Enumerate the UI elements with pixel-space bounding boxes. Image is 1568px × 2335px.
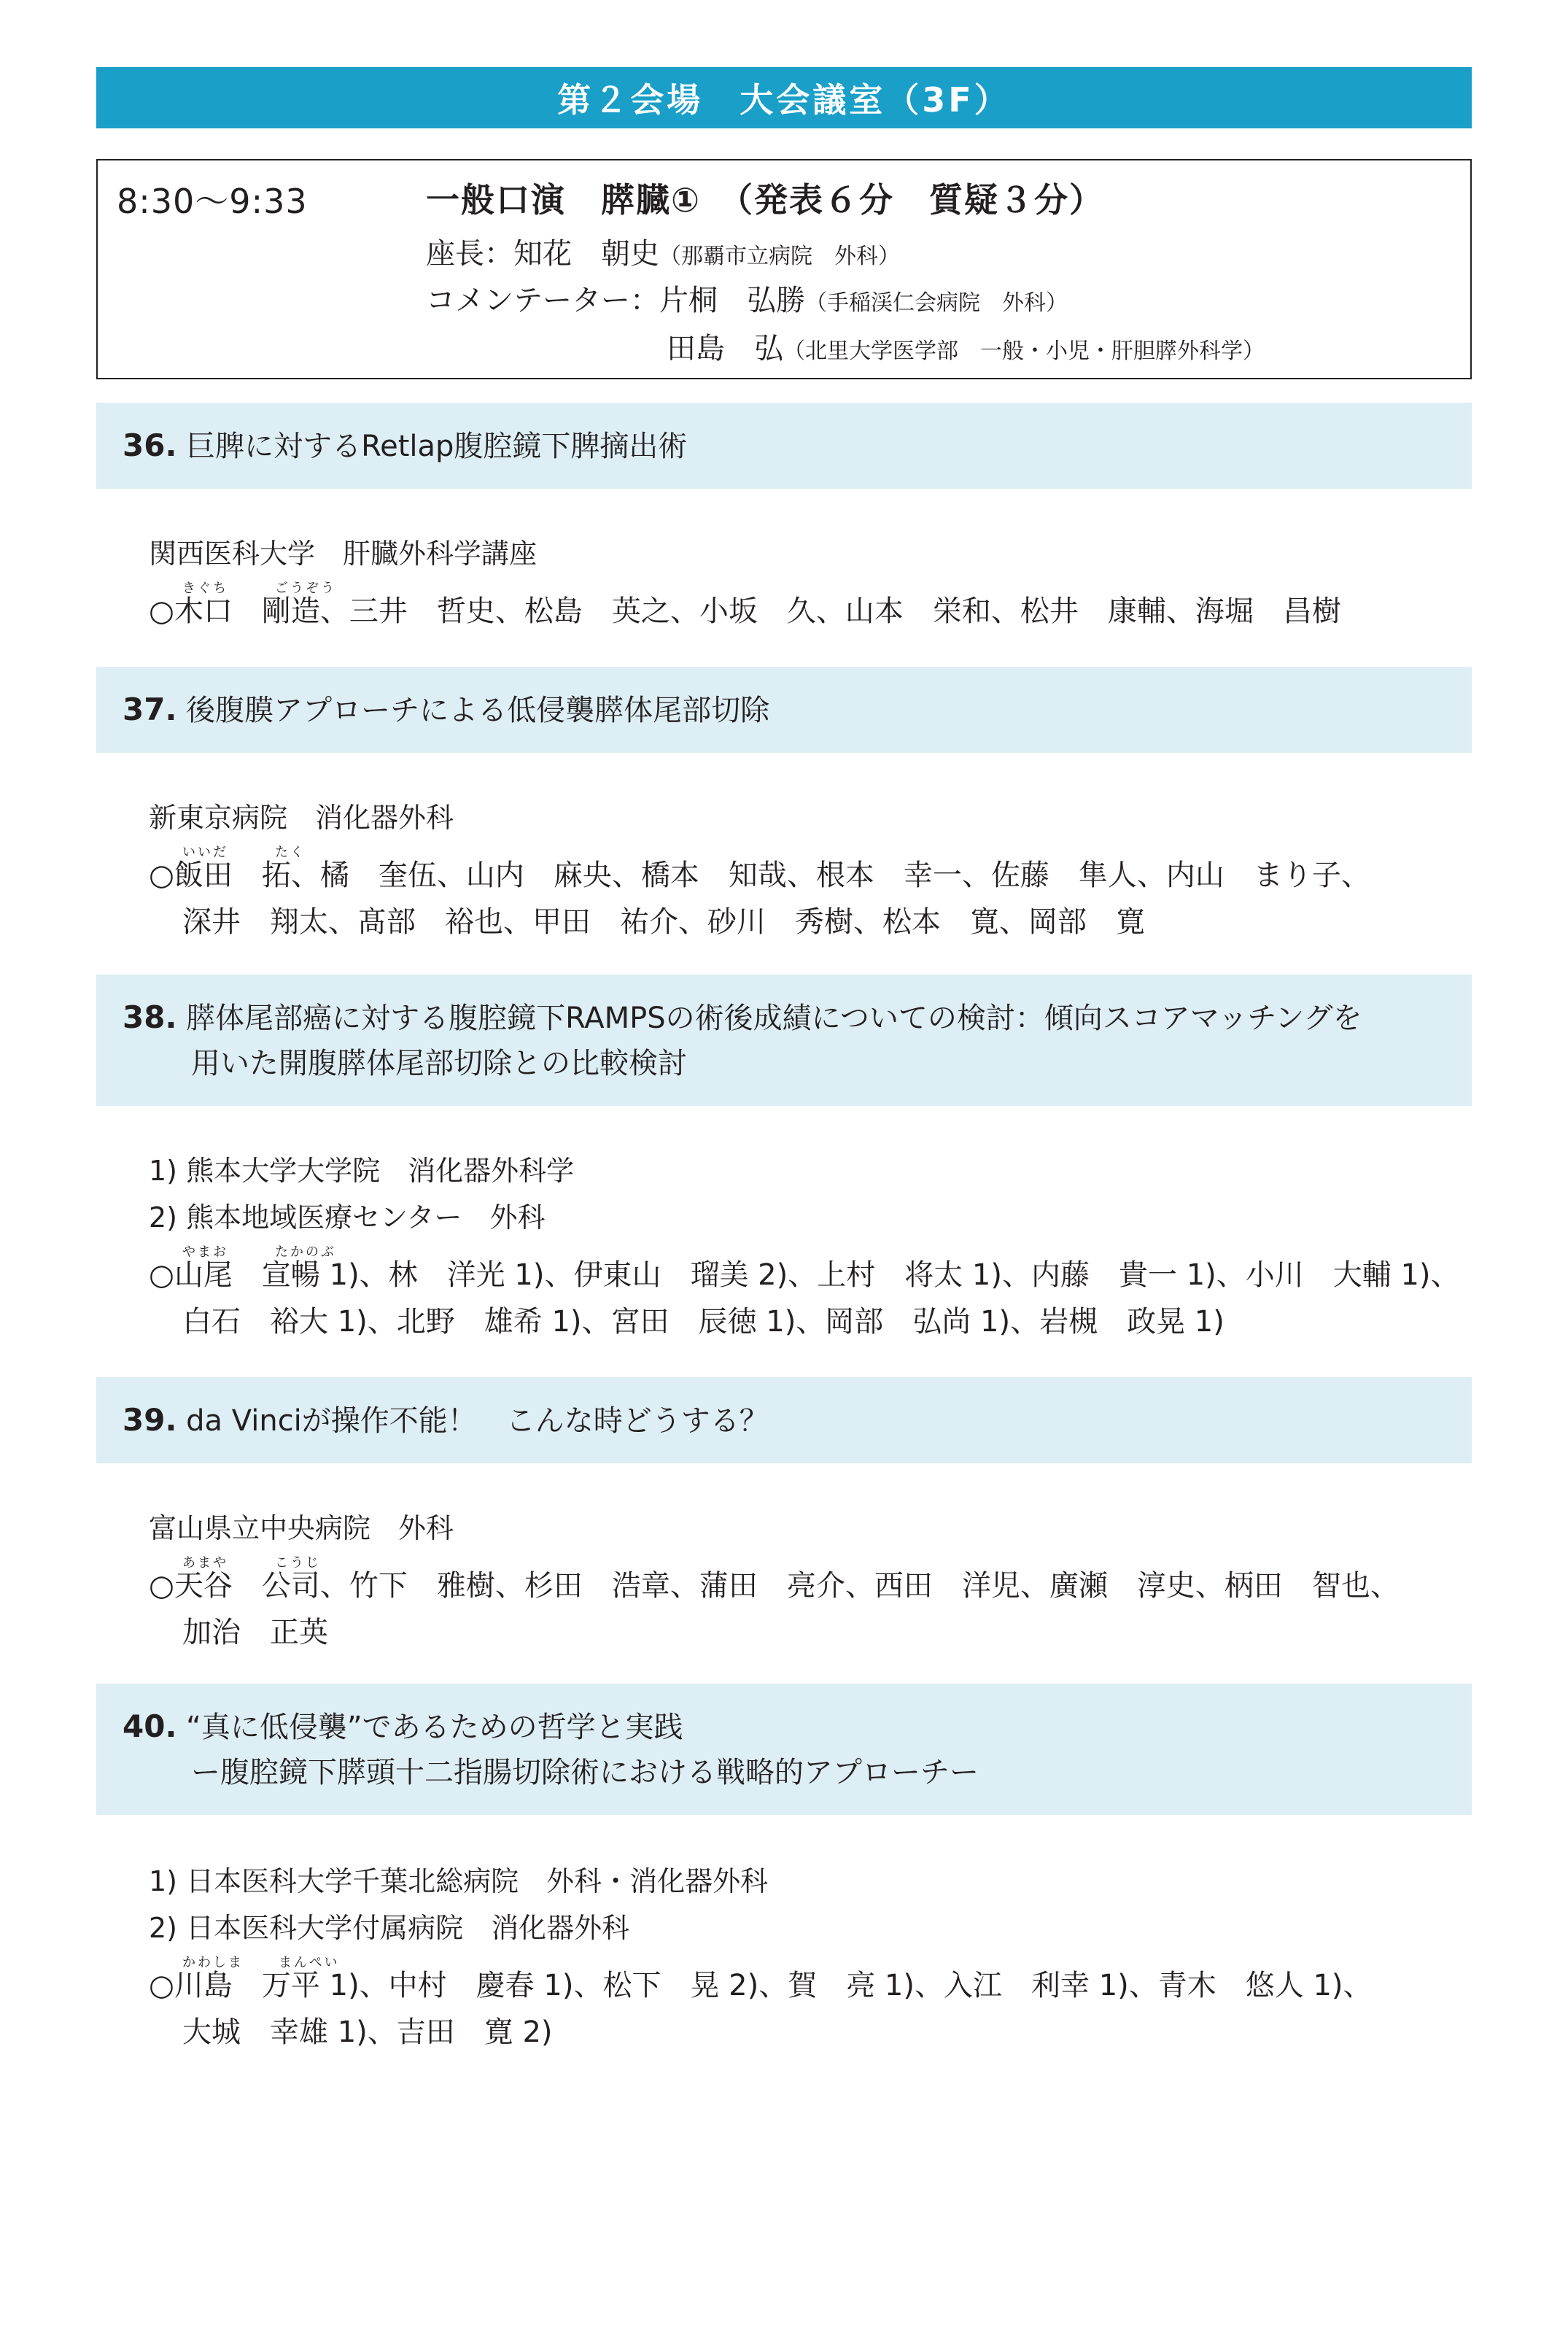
session-title: 一般口演 膵臓① （発表６分 質疑３分） — [426, 180, 1104, 220]
author-ruby: いいだ たく — [182, 845, 306, 860]
author-line: ○山尾 宣暢 1)、林 洋光 1)、伊東山 瑠美 2)、上村 将太 1)、内藤 貴一 1)、小川 大輔 1)、 — [149, 1258, 1460, 1292]
abstract-title-text: 後腹膜アプローチによる低侵襲膵体尾部切除 — [186, 694, 770, 727]
abstract-title-text: “真に低侵襲”であるための哲学と実践 — [186, 1711, 683, 1744]
author-list — [149, 1252, 1460, 1345]
session-time: 8:30〜9:33 — [117, 182, 308, 221]
abstract-number: 39. — [123, 1402, 177, 1438]
affiliation-line: 新東京病院 消化器外科 — [149, 802, 454, 834]
commentator2-name: 田島 弘 — [667, 332, 783, 365]
abstract-title-text: 用いた開腹膵体尾部切除との比較検討 — [191, 1047, 687, 1080]
commentator-line-1 — [426, 277, 1068, 319]
author-ruby: かわしま まんぺい — [182, 1955, 340, 1970]
author-line: 白石 裕大 1)、北野 雄希 1)、宮田 辰徳 1)、岡部 弘尚 1)、岩槻 政晃 1) — [182, 1305, 1224, 1339]
author-ruby: やまお たかのぶ — [182, 1244, 336, 1260]
abstract-title-text: ー腹腔鏡下膵頭十二指腸切除術における戦略的アプローチー — [191, 1756, 979, 1789]
abstract-number: 36. — [123, 427, 177, 463]
abstract-number: 38. — [123, 999, 177, 1035]
author-list — [149, 1962, 1373, 2056]
abstract-number: 37. — [123, 692, 177, 727]
author-line: ○川島 万平 1)、中村 慶春 1)、松下 晃 2)、賀 亮 1)、入江 利幸 1)、青木 悠人 1)、 — [149, 1969, 1373, 2002]
author-line: ○木口 剛造、三井 哲史、松島 英之、小坂 久、山本 栄和、松井 康輔、海堀 昌樹 — [149, 595, 1341, 628]
abstract-title-text: 膵体尾部癌に対する腹腔鏡下RAMPSの術後成績についての検討：傾向スコアマッチングを — [186, 1002, 1362, 1035]
author-line: 加治 正英 — [182, 1616, 328, 1649]
session-info-box — [96, 159, 1472, 379]
abstract-title-39 — [96, 1377, 1472, 1463]
chair-line — [426, 231, 900, 272]
affiliation-line: 2) 熊本地域医療センター 外科 — [149, 1201, 546, 1234]
affiliation-line: 1) 熊本大学大学院 消化器外科学 — [149, 1155, 575, 1187]
chair-name: 知花 朝史 — [513, 237, 659, 271]
author-line: ○天谷 公司、竹下 雅樹、杉田 浩章、蒲田 亮介、西田 洋児、廣瀬 淳史、柄田 智也、 — [149, 1569, 1400, 1603]
author-ruby: きぐち ごうぞう — [182, 581, 336, 596]
commentator1-affiliation: （手稲渓仁会病院 外科） — [805, 290, 1068, 316]
commentator1-name: 片桐 弘勝 — [659, 284, 805, 317]
abstract-number: 40. — [123, 1708, 177, 1744]
commentator2-affiliation: （北里大学医学部 一般・小児・肝胆膵外科学） — [783, 338, 1265, 364]
chair-label: 座長： — [426, 237, 513, 271]
author-list — [149, 1563, 1400, 1656]
chair-affiliation: （那覇市立病院 外科） — [659, 244, 900, 269]
author-line: ○飯田 拓、橘 奎伍、山内 麻央、橋本 知哉、根本 幸一、佐藤 隼人、内山 まり子、 — [149, 859, 1370, 892]
author-line: 大城 幸雄 1)、吉田 寛 2) — [182, 2015, 553, 2049]
affiliation-line: 富山県立中央病院 外科 — [149, 1512, 454, 1544]
abstract-title-38 — [96, 975, 1472, 1106]
abstract-title-37 — [96, 667, 1472, 753]
abstract-title-40 — [96, 1684, 1472, 1815]
abstract-title-text: 巨脾に対するRetlap腹腔鏡下脾摘出術 — [186, 430, 688, 463]
author-line: 深井 翔太、髙部 裕也、甲田 祐介、砂川 秀樹、松本 寛、岡部 寛 — [182, 905, 1145, 939]
affiliation-line: 1) 日本医科大学千葉北総病院 外科・消化器外科 — [149, 1865, 769, 1897]
abstract-title-text: da Vinciが操作不能！ こんな時どうする？ — [186, 1404, 769, 1438]
abstract-title-36 — [96, 403, 1472, 489]
author-ruby: あまや こうじ — [182, 1555, 321, 1571]
affiliation-line: 関西医科大学 肝臓外科学講座 — [149, 538, 537, 570]
commentator-line-2 — [667, 325, 1265, 367]
commentator-label: コメンテーター： — [426, 284, 659, 317]
author-list — [149, 852, 1370, 945]
author-list — [149, 588, 1341, 635]
room-header: 第２会場 大会議室（3F） — [96, 67, 1472, 128]
affiliation-line: 2) 日本医科大学付属病院 消化器外科 — [149, 1912, 630, 1944]
